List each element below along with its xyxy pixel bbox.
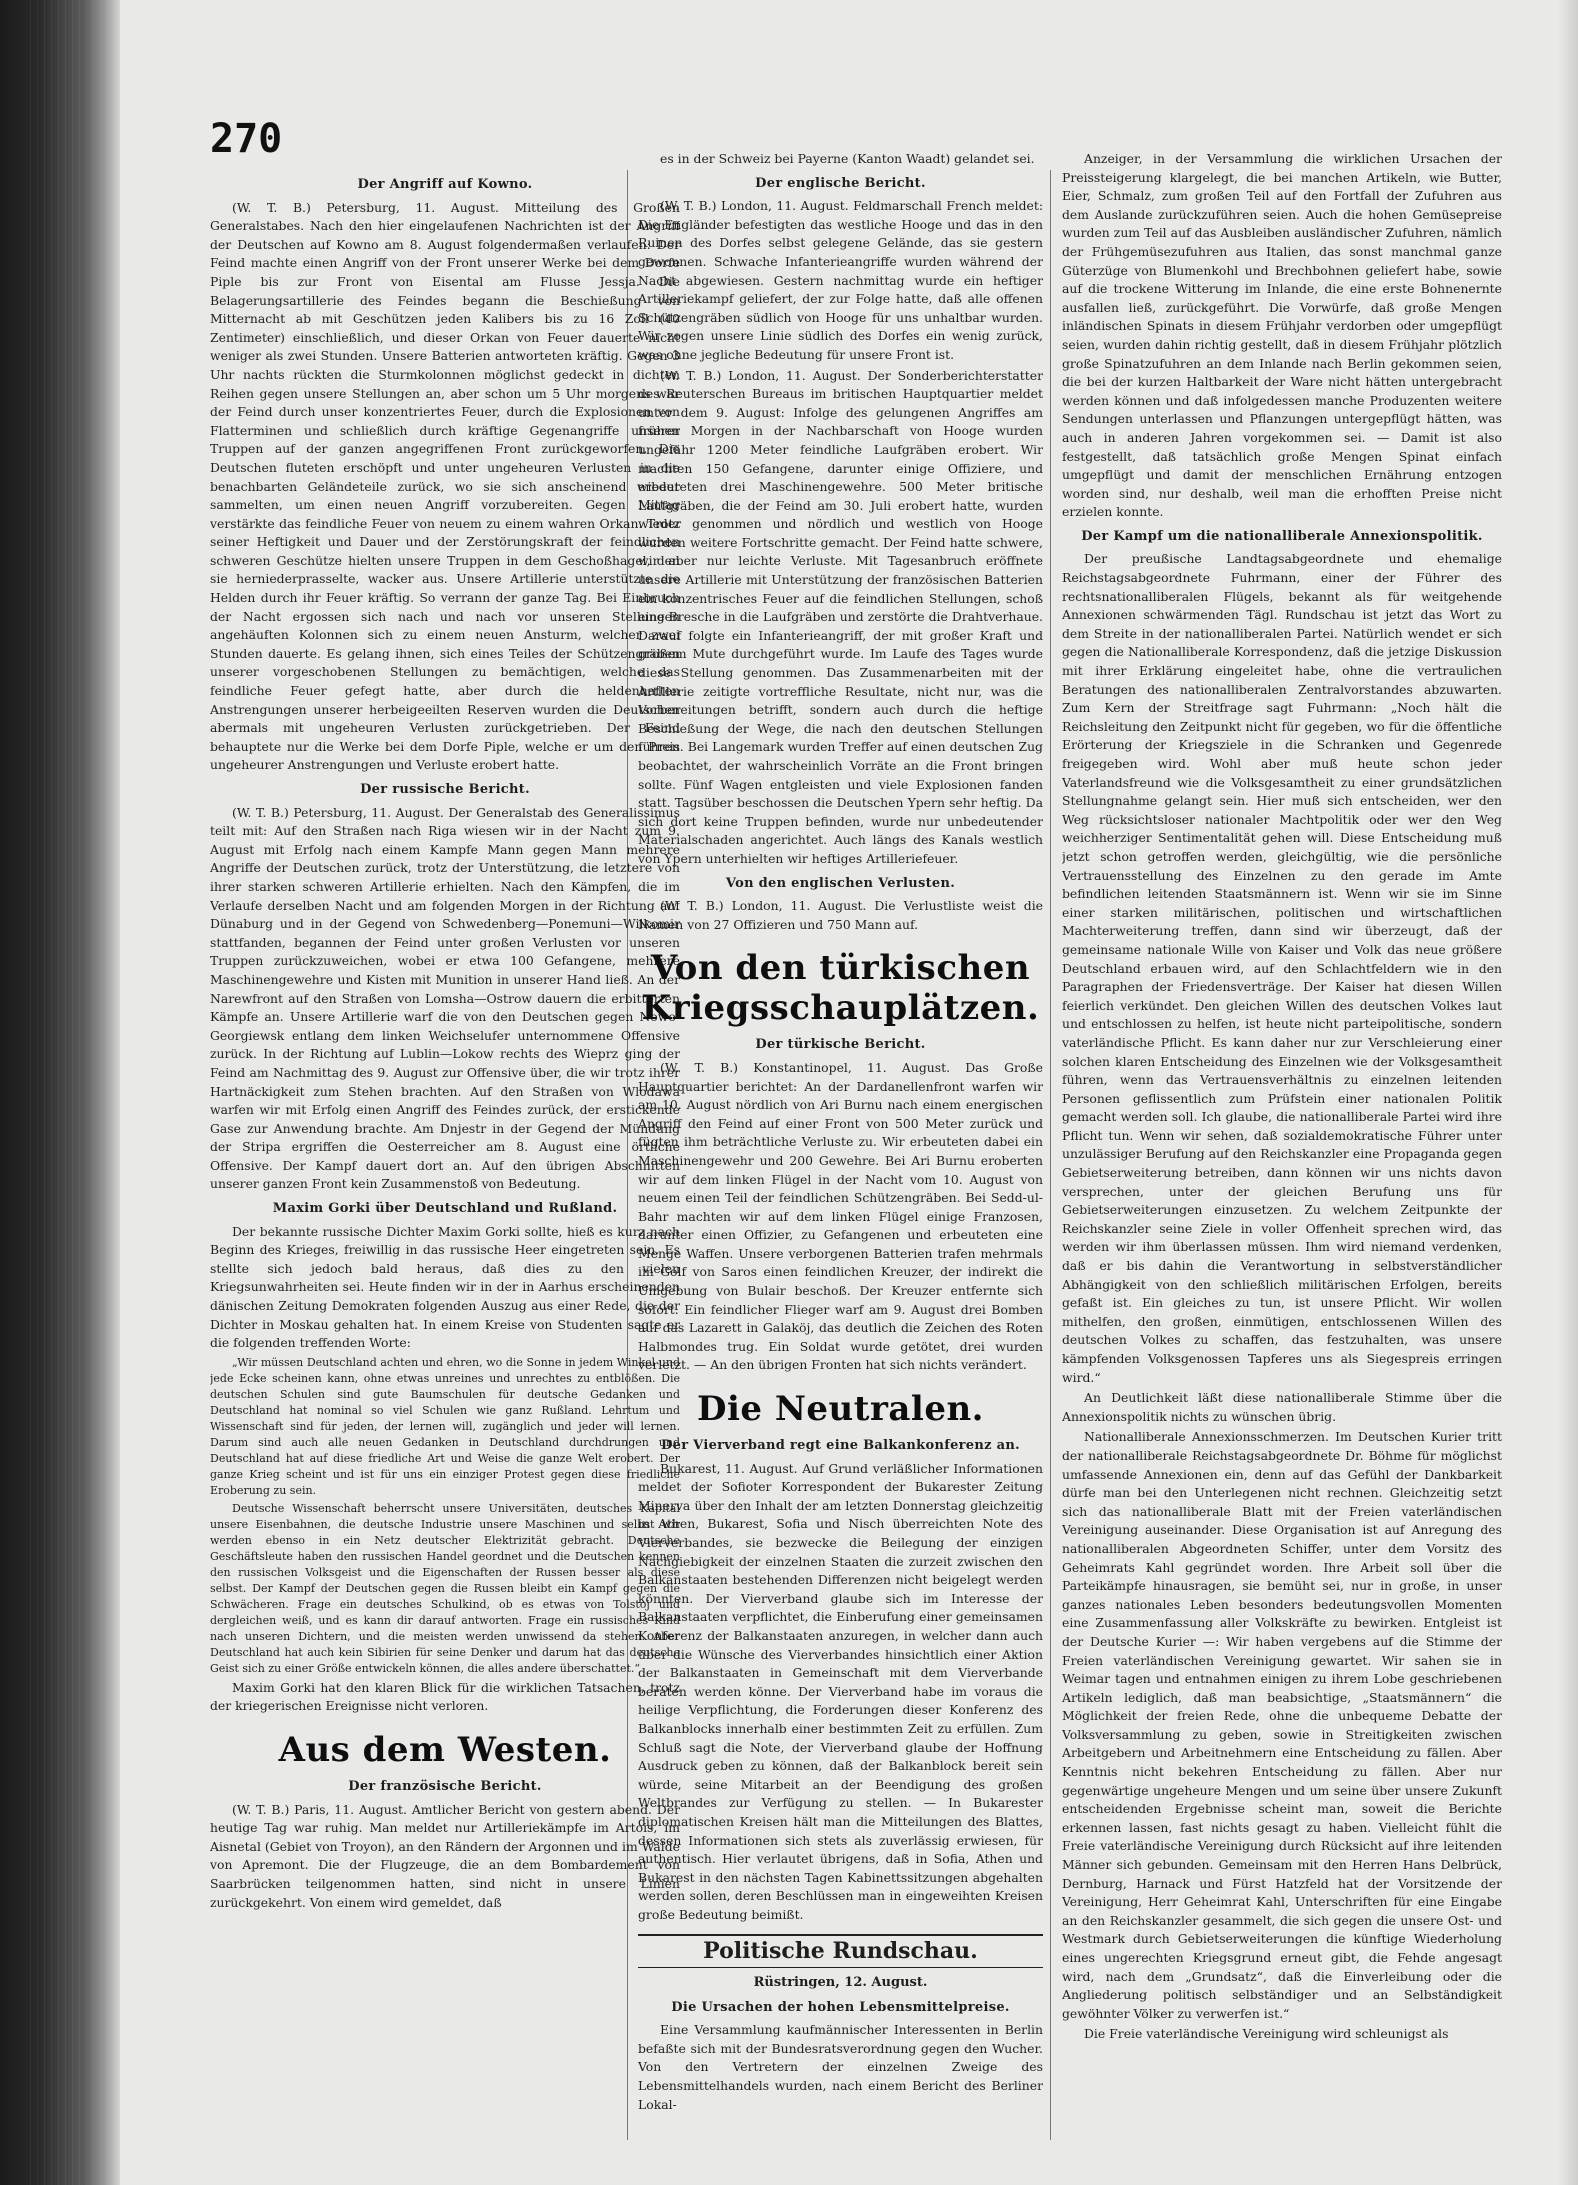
article-heading: Der französische Bericht.	[348, 1779, 542, 1794]
article-paragraph: (W. T. B.) London, 11. August. Die Verlustliste weist die Namen von 27 Offizieren und 750 Mann auf.	[638, 898, 1043, 932]
article-paragraph: (W. T. B.) Konstantinopel, 11. August. Das Große Hauptquartier berichtet: An der Dardanellenfront warfen wir am 10. August nördlich von Ari Burnu nach einem energischen Angriff den Feind auf einer Front von 500 Meter zurück und fügten ihm beträchtliche Verluste zu. Wir erbeuteten dabei ein Maschinengewehr und 200 Gewehre. Bei Ari Burnu eroberten wir auf dem linken Flügel in der Nacht vom 10. August von neuem einen Teil der feindlichen Schützengräben. Bei Sedd-ul-Bahr machten wir auf dem linken Flügel einige Franzosen, darunter einen Offizier, zu Gefangenen und erbeuteten eine Menge Waffen. Unsere verborgenen Batterien trafen mehrmals im Golf von Saros einen feindlichen Kreuzer, der indirekt die Umgebung von Bulair beschoß. Der Kreuzer entfernte sich sofort. Ein feindlicher Flieger warf am 9. August drei Bomben auf das Lazarett in Galaköj, das deutlich die Zeichen des Roten Halbmondes trug. Ein Soldat wurde getötet, drei wurden verletzt. — An den übrigen Fronten hat sich nichts verändert.	[638, 1059, 1043, 1373]
article-paragraph: Bukarest, 11. August. Auf Grund verläßlicher Informationen meldet der Sofioter Korrespondent der Bukarester Zeitung Minerva über den Inhalt der am letzten Donnerstag gleichzeitig in Athen, Bukarest, Sofia und Nisch überreichten Note des Vierverbandes, sie bezwecke die Beilegung der einzigen Nachgiebigkeit der einzelnen Staaten die zurzeit zwischen den Balkanstaaten bestehenden Differenzen nicht beigelegt werden könnten. Der Vierverband glaube sich im Interesse der Balkanstaaten verpflichtet, die Einberufung einer gemeinsamen Konferenz der Balkanstaaten anzuregen, in welcher dann auch über die Wünsche des Vierverbandes hinsichtlich einer Aktion der Balkanstaaten in Gemeinschaft mit dem Vierverbande beraten werden könne. Der Vierverband habe im voraus die heilige Verpflichtung, die Forderungen dieser Konferenz des Balkanblocks innerhalb einer bestimmten Zeit zu erfüllen. Zum Schluß sagt die Note, der Vierverband glaube der Hoffnung Ausdruck geben zu können, daß der Balkanblock bereit sein würde, seine Mitarbeit an der Beendigung des großen Weltbrandes zur Verfügung zu stellen. — In Bukarester diplomatischen Kreisen hält man die Mitteilungen des Blattes, dessen Informationen sich stets als zuverlässig erwiesen, für authentisch. Hier verlautet übrigens, daß in Sofia, Athen und Bukarest in den nächsten Tagen Kabinettssitzungen abgehalten werden sollen, deren Beschlüssen man in eingeweihten Kreisen große Bedeutung beimißt.	[638, 1460, 1043, 1922]
article-paragraph: Eine Versammlung kaufmännischer Interessenten in Berlin befaßte sich mit der Bundesratsverordnung gegen den Wucher. Von den Vertretern der einzelnen Zweige des Lebensmittelhandels wurden, nach einem Bericht des Berliner Lokal-	[638, 2022, 1043, 2112]
article-paragraph: Die Freie vaterländische Vereinigung wird schleunigst als	[1084, 2026, 1449, 2042]
column-rule-2	[1050, 170, 1051, 2140]
article-paragraph: Maxim Gorki hat den klaren Blick für die wirklichen Tatsachen, trotz der kriegerischen Ereignisse nicht verloren.	[210, 1679, 680, 1714]
article-heading: Der englische Bericht.	[755, 175, 926, 191]
article-heading: Der türkische Bericht.	[755, 1037, 926, 1053]
column-left	[210, 170, 680, 2148]
page-number: 270	[210, 116, 283, 162]
section-title: Die Neutralen.	[696, 1389, 985, 1430]
article-paragraph: (W. T. B.) Paris, 11. August. Amtlicher Bericht von gestern abend. Der heutige Tag war ruhig. Man meldet nur Artilleriekämpfe im Artois, im Aisnetal (Gebiet von Troyon), an den Rändern der Argonnen und im Walde von Apremont. Die der Flugzeuge, die an dem Bombardement von Saarbrücken teilgenommen hatten, sind nicht in unsere Linien zurückgekehrt. Von einem wird gemeldet, daß	[210, 1801, 680, 1910]
dateline: Rüstringen, 12. August.	[753, 1975, 928, 1991]
quoted-paragraph: „Wir müssen Deutschland achten und ehren, wo die Sonne in jedem Winkel und jede Ecke scheinen kann, ohne etwas unreines und unrechtes zu entblößen. Die deutschen Schulen sind gute Baumschulen für deutsche Gedanken und Deutschland hat nominal so viel Schulen wie ganz Rußland. Lehrtum und Wissenschaft sind für jeden, der lernen will, zugänglich und jeder will lernen. Darum sind auch alle neuen Gedanken in Deutschland durchdrungen und Deutschland hat auf diese friedliche Art und Weise die ganze Welt erobert. Der ganze Krieg scheint und ist für uns ein einziger Protest gegen diese friedliche Eroberung zu sein.	[210, 1355, 680, 1497]
article-paragraph: Der bekannte russische Dichter Maxim Gorki sollte, hieß es kurz nach Beginn des Krieges, freiwillig in das russische Heer eingetreten sein. Es stellte sich jedoch bald heraus, daß dies zu den vielen Kriegsunwahrheiten sei. Heute finden wir in der in Aarhus erscheinenden dänischen Zeitung Demokraten folgenden Auszug aus einer Rede, die der Dichter in Moskau gehalten hat. In einem Kreise von Studenten sagte er die folgenden treffenden Worte:	[210, 1223, 680, 1351]
page-edge	[1558, 0, 1578, 2185]
article-heading: Der Vierverband regt eine Balkankonferenz an.	[661, 1438, 1020, 1454]
section-title: Von den türkischen Kriegsschauplätzen.	[641, 948, 1040, 1029]
article-heading: Der russische Bericht.	[360, 782, 530, 797]
article-heading: Die Ursachen der hohen Lebensmittelpreise.	[671, 1999, 1010, 2015]
article-paragraph: Der preußische Landtagsabgeordnete und ehemalige Reichstagsabgeordnete Fuhrmann, einer der Führer des rechtsnationalliberalen Flügels, bekannt als für weitgehende Annexionen schwärmenden Tägl. Rundschau ist jetzt das Wort zu dem Streite in der nationalliberalen Partei. Natürlich wendet er sich gegen die Nationalliberale Korrespondenz, daß die jetzige Diskussion mit ihrer Erklärung eingeleitet habe, ohne die vertraulichen Beratungen des nationalliberalen Zentralvorstandes abzuwarten. Zum Kern der Streitfrage sagt Fuhrmann: „Noch hält die Reichsleitung den Zeitpunkt nicht für gegeben, wo für die öffentliche Erörterung der Kriegsziele in die Schranken und Gegenrede freigegeben wird. Wohl aber muß heute schon jeder Vaterlandsfreund wie die Volksgesamtheit zu einer grundsätzlichen Stellungnahme gelangt sein. Hier muß sich entscheiden, wer den Weg rücksichtsloser nationaler Machtpolitik oder wer den Weg weichherziger Sentimentalität gehen will. Diese Entscheidung muß jetzt schon getroffen werden, gleichgültig, wie die persönliche Vertrauensstellung des Einzelnen zu den gerade im Amte befindlichen leitenden Staatsmännern ist. Wenn wir sie im Sinne einer starken militärischen, politischen und wirtschaftlichen Machterweiterung treffen, dann sind wir überzeugt, daß der gemeinsame nationale Wille von Kaiser und Volk das neue größere Deutschland erbauen wird, auf den Schlachtfeldern wie in den Paragraphen der Friedensverträge. Der Kaiser hat diesen Willen feierlich verkündet. Den gleichen Willen des deutschen Volkes laut und entschlossen zu helfen, ist heute nicht parteipolitische, sondern vaterländische Pflicht. Es kann daher nur zur Verschleierung einer solchen klaren Entscheidung des Einzelnen wie der Volksgesamtheit führen, wenn das Vertrauensverhältnis zu einzelnen leitenden Personen geflissentlich zum Prüfstein einer nationalen Politik gemacht werden soll. Ich glaube, die nationalliberale Partei wird ihre Pflicht tun. Wenn wir sehen, daß sozialdemokratische Führer unter unzulässiger Berufung auf den Reichskanzler eine Propaganda gegen Gebietserweiterung betreiben, dann können wir uns nichts davon versprechen, unter der gleichen Berufung uns für Gebietserweiterungen einzusetzen. Zu welchem Zeitpunkte der Reichskanzler seine Ziele in voller Offenheit sprechen wird, das werden wir ihm überlassen müssen. Ihm wird niemand verdenken, daß er bis dahin die Verantwortung in selbstverständlicher Abhängigkeit von den schließlich militärischen Erfolgen, bereits gefaßt ist. Ein gleiches zu tun, ist unsere Pflicht. Wir wollen mithelfen, den großen, einmütigen, entschlossenen Willen des deutschen Volkes zu schaffen, das festzuhalten, was unsere kämpfenden Volksgenossen Tapferes uns als Siegespreis erringen wird.“	[1062, 551, 1502, 1385]
quoted-paragraph: Deutsche Wissenschaft beherrscht unsere Universitäten, deutsches Kapital unsere Eisenbahnen, die deutsche Industrie unsere Maschinen und selbst wir werden ebenso in ein Netz deutscher Elektrizität gebracht. Deutsche Geschäftsleute haben den russischen Handel geordnet und die Deutschen kennen den russischen Volksgeist und die Eigenschaften der Russen besser als diese selbst. Der Kampf der Deutschen gegen die Russen bleibt ein Kampf gegen die Schwächeren. Frage ein deutsches Schulkind, ob es etwas von Tolstoj und dergleichen weiß, und es kann dir darauf antworten. Frage ein russisches Kind nach unseren Dichtern, und die meisten werden unwissend da stehen. Aber Deutschland hat auch kein Sibirien für seine Denker und darum hat das deutsche Geist sich zu einer Größe entwickeln können, die alles andere überschattet.“	[210, 1501, 680, 1675]
article-paragraph: Anzeiger, in der Versammlung die wirklichen Ursachen der Preissteigerung klargelegt, die bei manchen Artikeln, wie Butter, Eier, Schmalz, zum großen Teil auf den Fortfall der Zufuhren aus dem Auslande zurückzuführen seien. Auch die hohen Gemüsepreise wurden zum Teil auf das Ausbleiben ausländischer Zufuhren, nämlich der Frühgemüsezufuhren aus Italien, das sonst manchmal ganze Güterzüge von Blumenkohl und Brechbohnen geliefert habe, sowie auf die trockene Witterung im Inlande, die eine erste Bohnenernte ausfallen ließ, zurückgeführt. Die Vorwürfe, daß große Mengen inländischen Spinats in diesem Frühjahr verdorben oder umgepflügt seien, wurden dahin richtig gestellt, daß in diesem Frühjahr plötzlich große Spinatzufuhren an dem Inlande nach Berlin gekommen seien, die bei der kurzen Haltbarkeit der Ware nicht hätten untergebracht werden können und daß infolgedessen manche Produzenten weitere Sendungen unterlassen und Pflanzungen untergepflügt hätten, was auch in anderen Jahren vorgekommen sei. — Damit ist also festgestellt, daß tatsächlich große Mengen Spinat einfach umgepflügt und damit der menschlichen Ernährung entzogen worden sind, nur deshalb, weil man die erhofften Preise nicht erzielen konnte.	[1062, 151, 1502, 520]
article-paragraph: An Deutlichkeit läßt diese nationalliberale Stimme über die Annexionspolitik nichts zu wünschen übrig.	[1062, 1390, 1502, 1424]
article-paragraph: Nationalliberale Annexionsschmerzen. Im Deutschen Kurier tritt der nationalliberale Reichstagsabgeordnete Dr. Böhme für möglichst umfassende Annexionen ein, denn auf das Gefühl der Dankbarkeit dürfe man bei den Unterlegenen nicht rechnen. Gleichzeitig setzt sich das nationalliberale Blatt mit der Freien vaterländischen Vereinigung auseinander. Diese Organisation ist auf Anregung des nationalliberalen Abgeordneten Schiffer, unter dem Vorsitz des Geheimrats Kahl gegründet worden. Ihre Arbeit soll über die Parteikämpfe hinausragen, sie bemüht sei, nur in große, in unser ganzes nationales Leben besonders bedeutungsvollen Momenten eine Zusammenfassung aller Volkskräfte zu bewirken. Entgleist ist der Deutsche Kurier —: Wir haben vergebens auf die Stimme der Freien vaterländischen Vereinigung gewartet. Wir sahen sie in Weimar tagen und entnahmen einigen zu ihrem Lobe geschriebenen Artikeln lediglich, daß man beabsichtige, „Staatsmännern“ die Möglichkeit der freien Rede, ohne die unbequeme Debatte der Volksversammlung zu geben, sowie in Streitigkeiten zwischen Arbeitgebern und Arbeitnehmern eine Entscheidung zu fällen. Aber Kenntnis nicht bekehren Entscheidung zu fällen. Aber nur gegenwärtige ungeheure Mengen und um seine über unsere Zukunft entscheidenden Ergebnisse scheint man, soweit die Berichte erkennen lassen, fast nichts gesagt zu haben. Vielleicht fühlt die Freie vaterländische Vereinigung durch Rücksicht auf ihre leitenden Männer sich gebunden. Gemeinsam mit den Herren Hans Delbrück, Dernburg, Harnack und Fürst Hatzfeld hat der Vorsitzende der Vereinigung, Herr Geheimrat Kahl, Unterschriften für eine Eingabe an den Reichskanzler gesammelt, die sich gegen die unsere Ost- und Westmark durch Gebietserweiterungen die künftige Wiederholung eines ungerechten Kriegsgrund erneut gibt, die Fehde angesagt wird, nach dem „Grundsatz“, daß die Einverleibung oder die Angliederung politisch selbständiger und an Selbständigkeit gewöhnter Völker zu verwerfen ist.“	[1062, 1429, 1502, 2021]
article-heading: Maxim Gorki über Deutschland und Rußland.	[272, 1201, 618, 1217]
article-paragraph: (W. T. B.) Petersburg, 11. August. Mitteilung des Großen Generalstabes. Nach den hier eingelaufenen Nachrichten ist der Angriff der Deutschen auf Kowno am 8. August folgendermaßen verlaufen: Der Feind machte einen Angriff von der Front unserer Werke bei dem Dorfe Piple bis zur Front von Eisental am Flusse Jessja. Die Belagerungsartillerie des Feindes begann die Beschießung von Mitternacht ab mit Geschützen jeden Kalibers bis zu 16 Zoll (40 Zentimeter) einschließlich, und dieser Orkan von Feuer dauerte nicht weniger als zwei Stunden. Unsere Batterien antworteten kräftig. Gegen 3 Uhr nachts rückten die Sturmkolonnen möglichst gedeckt in dichten Reihen gegen unsere Stellungen an, aber schon um 5 Uhr morgens war der Feind durch unser konzentriertes Feuer, durch die Explosionen von Flatterminen und schließlich durch kräftige Gegenangriffe unserer Truppen auf der ganzen angegriffenen Front zurückgeworfen. Die Deutschen fluteten erschöpft und unter ungeheuren Verlusten in die benachbarten Geländeteile zurück, wo sie sich anscheinend wieder sammelten, um einen neuen Angriff vorzubereiten. Gegen Mittag verstärkte das feindliche Feuer von neuem zu einem wahren Orkan. Trotz seiner Heftigkeit und Dauer und der Zerstörungskraft der feindlichen schweren Geschütze hielten unsere Truppen in dem Geschoßhagel, den sie herniederprasselte, wacker aus. Unsere Artillerie unterstützte die Helden durch ihr Feuer kräftig. So verrann der ganze Tag. Bei Einbruch der Nacht ergossen sich nach und nach vor unseren Stellungen angehäuften Kolonnen sich zu einem neuen Ansturm, welcher zwei Stunden dauerte. Es gelang ihnen, sich eines Teiles der Schützengräben unserer vorgeschobenen Stellungen zu bemächtigen, welche das feindliche Feuer gefegt hatte, aber durch die heldenhaften Anstrengungen unserer herbeigeeilten Reserven wurden die Deutschen abermals mit ungeheuren Verlusten zurückgetrieben. Der Feind behauptete nur die Werke bei dem Dorfe Piple, welche er um den Preis ungeheurer Anstrengungen und Verluste erobert hatte.	[210, 199, 680, 773]
article-paragraph: (W. T. B.) Petersburg, 11. August. Der Generalstab des Generalissimus teilt mit: Auf den Straßen nach Riga wiesen wir in der Nacht zum 9. August mit Erfolg nach einem Kampfe Mann gegen Mann mehrere Angriffe der Deutschen zurück, trotz der Unterstützung, die letztere von ihrer starken schweren Artillerie erhielten. Nach den Kämpfen, die im Verlaufe derselben Nacht und am folgenden Morgen in der Richtung auf Dünaburg und in der Gegend von Schwedenberg—Ponemuni—Wilkomir stattfanden, begannen der Feind unter großen Verlusten vor unseren Truppen zurückzuweichen, wobei er etwa 100 Gefangene, mehrere Maschinengewehre und Kisten mit Munition in unserer Hand ließ. An der Narewfront auf den Straßen von Lomsha—Ostrow dauern die erbitterten Kämpfe an. Unsere Artillerie warf die von den Deutschen gegen Nowo-Georgiewsk entlang dem linken Weichselufer unternommene Offensive zurück. In der Richtung auf Lublin—Lokow rechts des Wieprz ging der Feind am Nachmittag des 9. August zur Offensive über, die wir trotz ihrer Hartnäckigkeit zum Stehen brachten. Auf den Straßen von Wlodawa warfen wir mit Erfolg einen Angriff des Feindes zurück, der erstickende Gase zur Anwendung brachte. Am Dnjestr in der Gegend der Mündung der Stripa ergriffen die Oesterreicher am 8. August eine örtliche Offensive. Der Kampf dauert dort an. Auf den übrigen Abschnitten unserer ganzen Front kein Zusammenstoß von Bedeutung.	[210, 804, 680, 1192]
section-title: Aus dem Westen.	[278, 1730, 612, 1770]
article-paragraph: (W. T. B.) London, 11. August. Der Sonderberichterstatter des Reuterschen Bureaus im britischen Hauptquartier meldet unter dem 9. August: Infolge des gelungenen Angriffes am frühen Morgen in der Nachbarschaft von Hooge wurden ungefähr 1200 Meter feindliche Laufgräben erobert. Wir machten 150 Gefangene, darunter einige Offiziere, und erbeuteten drei Maschinengewehre. 500 Meter britische Laufgräben, die der Feind am 30. Juli erobert hatte, wurden wieder genommen und nördlich und westlich von Hooge wurden weitere Fortschritte gemacht. Der Feind hatte schwere, wir aber nur leichte Verluste. Mit Tagesanbruch eröffnete unsere Artillerie mit Unterstützung der französischen Batterien ein konzentrisches Feuer auf die feindlichen Stellungen, schoß eine Bresche in die Laufgräben und zerstörte die Drahtverhaue. Darauf folgte ein Infanterieangriff, der mit großer Kraft und großem Mute durchgeführt wurde. Im Laufe des Tages wurde diese Stellung genommen. Das Zusammenarbeiten mit der Artillerie zeitigte vortreffliche Resultate, nicht nur, was die Vorbereitungen betrifft, sondern auch durch die heftige Beschießung der Wege, die nach den deutschen Stellungen führen. Bei Langemark wurden Treffer auf einen deutschen Zug beobachtet, der wahrscheinlich Vorräte an die Front bringen sollte. Fünf Wagen entgleisten und viele Explosionen fanden statt. Tagsüber beschossen die Deutschen Ypern sehr heftig. Da sich dort keine Truppen befinden, wurde nur unbedeutender Materialschaden angerichtet. Auch längs des Kanals westlich von Ypern unterhielten wir heftiges Artilleriefeuer.	[638, 367, 1043, 866]
article-paragraph: (W. T. B.) London, 11. August. Feldmarschall French meldet: Die Engländer befestigten das westliche Hooge und das in den Ruinen des Dorfes selbst gelegene Gelände, das sie gestern gewonnen. Schwache Infanterieangriffe wurden während der Nacht abgewiesen. Gestern nachmittag wurde ein heftiger Artilleriekampf geliefert, der zur Folge hatte, daß alle offenen Schützengräben südlich von Hooge für uns unhaltbar wurden. Wir zogen unsere Linie südlich des Dorfes ein wenig zurück, was ohne jegliche Bedeutung für unsere Front ist.	[638, 198, 1043, 362]
article-paragraph: es in der Schweiz bei Payerne (Kanton Waadt) gelandet sei.	[660, 151, 1035, 166]
binding-texture	[30, 0, 110, 2185]
section-banner: Politische Rundschau.	[638, 1934, 1043, 1968]
article-heading: Der Angriff auf Kowno.	[357, 177, 533, 192]
column-right	[1062, 150, 1502, 2148]
article-heading: Von den englischen Verlusten.	[725, 875, 956, 891]
article-heading: Der Kampf um die nationalliberale Annexionspolitik.	[1081, 528, 1483, 544]
newspaper-page	[150, 30, 1560, 2170]
column-middle	[638, 150, 1043, 2148]
